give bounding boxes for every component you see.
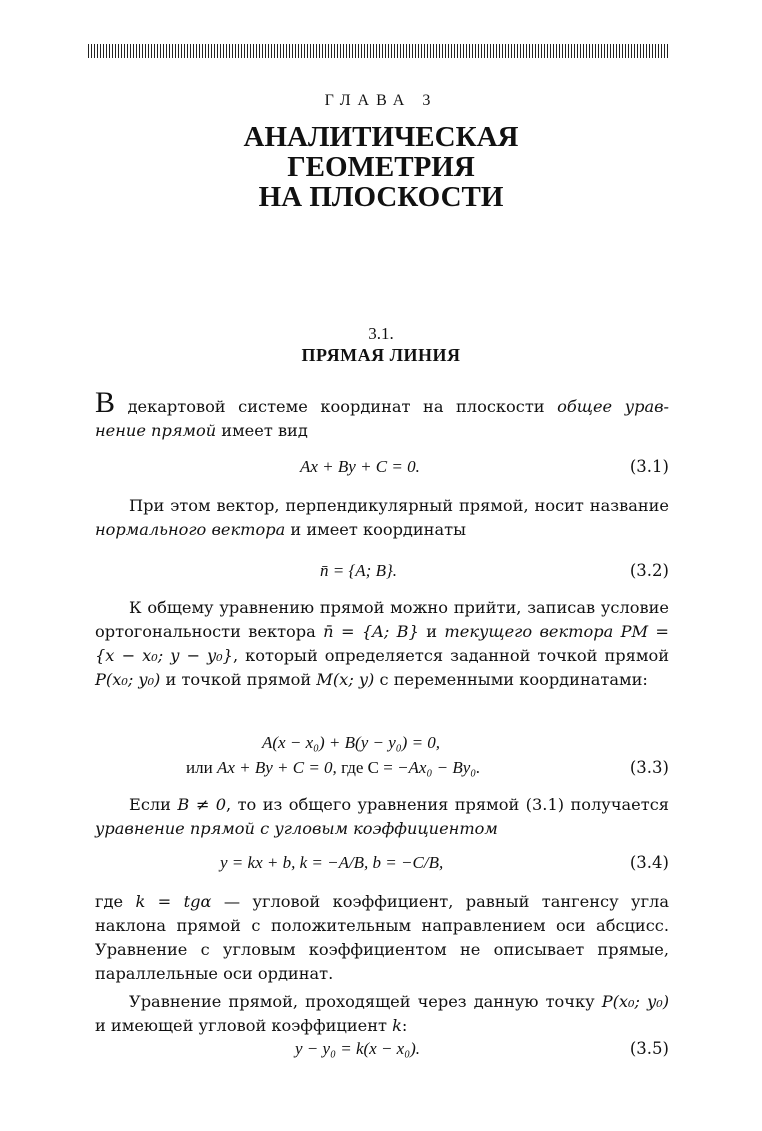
math-pm-vector: PM = {x − x₀; y − y₀} bbox=[95, 622, 669, 665]
equation-expr: n̄ = {A; B}. bbox=[320, 561, 397, 580]
math-k-tg: k = tgα bbox=[135, 892, 212, 911]
section-number: 3.1. bbox=[368, 324, 394, 343]
text: К общему уравнению прямой можно прийти, записав условие ортогональности вектора bbox=[95, 598, 669, 641]
text: Если bbox=[129, 795, 178, 814]
text bbox=[613, 622, 620, 641]
text: где C = bbox=[336, 758, 398, 777]
math-point-p: P(x₀; y₀) bbox=[95, 670, 161, 689]
text: декартовой системе координат на плоскости bbox=[115, 397, 558, 416]
text: Уравнение прямой, проходящей через данную точку bbox=[129, 992, 602, 1011]
math-b-nonzero: B ≠ 0 bbox=[177, 795, 227, 814]
text: с переменными координатами: bbox=[374, 670, 648, 689]
text: или bbox=[186, 758, 217, 777]
equation-3-3-number-row bbox=[95, 758, 669, 782]
term-slope-equation: уравнение прямой с угловым коэффициентом bbox=[95, 819, 498, 838]
equation-number: (3.2) bbox=[629, 561, 669, 580]
term-current-vector: текущего вектора bbox=[444, 622, 614, 641]
text: , то из общего уравнения прямой (3.1) получается bbox=[226, 795, 669, 814]
chapter-title-line-1: АНАЛИТИЧЕСКАЯ bbox=[243, 121, 519, 153]
text: и точкой прямой bbox=[160, 670, 317, 689]
text: — угловой коэффициент, равный тангенсу угла наклона прямой с положительным направлением оси абсцисс. Уравнение с угловым коэффициентом не описывает прямые, параллельные оси ординат. bbox=[95, 892, 669, 983]
paragraph-slope-definition bbox=[95, 890, 669, 986]
equation-3-4 bbox=[95, 853, 669, 879]
equation-expr: A(x − x₀) + B(y − y₀) = 0, bbox=[262, 733, 441, 752]
chapter-title bbox=[0, 122, 762, 212]
math-k: k bbox=[392, 1016, 402, 1035]
section-title: ПРЯМАЯ ЛИНИЯ bbox=[301, 345, 461, 365]
equation-expr: Ax + By + C = 0, bbox=[216, 758, 337, 777]
drop-cap: В bbox=[95, 386, 116, 419]
text: и имеет координаты bbox=[285, 520, 466, 539]
term-general-equation: общее урав- нение прямой bbox=[95, 397, 669, 440]
equation-3-3-line-1 bbox=[262, 733, 440, 753]
math-normal-vector: n̄ = {A; B} bbox=[323, 622, 419, 641]
equation-expr: y − y₀ = k(x − x₀). bbox=[295, 1039, 421, 1058]
equation-expr: y = kx + b, k = −A/B, b = −C/B, bbox=[220, 853, 444, 872]
paragraph-slope-form bbox=[95, 793, 669, 841]
chapter-label: ГЛАВА 3 bbox=[324, 92, 438, 109]
equation-expr: Ax + By + C = 0. bbox=[300, 457, 420, 476]
chapter-title-line-3: НА ПЛОСКОСТИ bbox=[258, 181, 504, 213]
text: имеет вид bbox=[216, 421, 308, 440]
text: При этом вектор, перпендикулярный прямой, носит название bbox=[129, 496, 669, 515]
text: и имеющей угловой коэффициент bbox=[95, 1016, 393, 1035]
text: , который определяется заданной точкой прямой bbox=[232, 646, 669, 665]
paragraph-point-slope bbox=[95, 990, 669, 1038]
text: : bbox=[401, 1016, 408, 1035]
math-point-p: P(x₀; y₀) bbox=[601, 992, 670, 1011]
scan-border-strip bbox=[88, 44, 670, 58]
term-normal-vector: нормального вектора bbox=[95, 520, 286, 539]
paragraph-normal-vector bbox=[95, 494, 669, 542]
equation-3-2 bbox=[95, 561, 669, 587]
text: где bbox=[95, 892, 136, 911]
equation-number: (3.3) bbox=[629, 758, 669, 777]
equation-3-1 bbox=[95, 457, 669, 483]
equation-number: (3.4) bbox=[629, 853, 669, 872]
paragraph-orthogonality bbox=[95, 596, 669, 692]
text: и bbox=[418, 622, 445, 641]
equation-3-5 bbox=[95, 1039, 669, 1065]
paragraph-intro bbox=[95, 386, 669, 443]
math-point-m: M(x; y) bbox=[316, 670, 375, 689]
equation-expr: −Ax₀ − By₀. bbox=[397, 758, 481, 777]
chapter-title-line-2: ГЕОМЕТРИЯ bbox=[287, 151, 475, 183]
equation-number: (3.5) bbox=[629, 1039, 669, 1058]
equation-number: (3.1) bbox=[629, 457, 669, 476]
